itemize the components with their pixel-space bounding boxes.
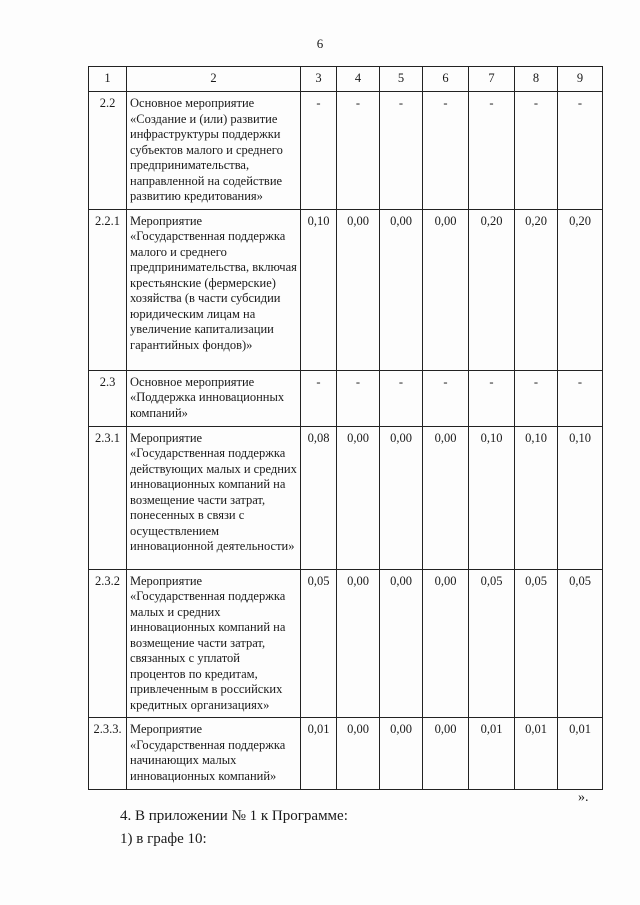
- row-value: 0,08: [301, 426, 337, 569]
- row-value: 0,01: [515, 718, 558, 790]
- row-number: 2.2: [89, 92, 127, 210]
- indicators-table: [88, 66, 603, 790]
- row-value: 0,00: [337, 718, 380, 790]
- row-value: 0,10: [558, 426, 603, 569]
- row-value: 0,00: [380, 426, 423, 569]
- row-value: 0,00: [337, 426, 380, 569]
- column-header: 5: [380, 67, 423, 92]
- column-header: 3: [301, 67, 337, 92]
- row-value: 0,00: [423, 718, 469, 790]
- row-description: Основное мероприятие «Создание и (или) развитие инфраструктуры поддержки субъектов малого и среднего предпринимательства, направленной на содействие развитию кредитования»: [127, 92, 301, 210]
- table-row: [89, 209, 603, 370]
- row-value: 0,01: [301, 718, 337, 790]
- row-value: 0,05: [558, 569, 603, 718]
- row-value: 0,20: [558, 209, 603, 370]
- row-description: Мероприятие «Государственная поддержка малых и средних инновационных компаний на возмещение части затрат, связанных с уплатой процентов по кредитам, привлеченным в российских кредитных организациях»: [127, 569, 301, 718]
- row-description: Основное мероприятие «Поддержка инновационных компаний»: [127, 370, 301, 426]
- table-header-row: [89, 67, 603, 92]
- row-value: 0,20: [515, 209, 558, 370]
- row-value: -: [515, 92, 558, 210]
- table-row: [89, 718, 603, 790]
- row-description: Мероприятие «Государственная поддержка малого и среднего предпринимательства, включая крестьянские (фермерские) хозяйства (в части субсидии юридическим лицам на увеличение капитализации гарантийных фондов)»: [127, 209, 301, 370]
- row-description: Мероприятие «Государственная поддержка начинающих малых инновационных компаний»: [127, 718, 301, 790]
- row-value: -: [558, 92, 603, 210]
- row-value: 0,00: [423, 426, 469, 569]
- row-value: 0,00: [423, 209, 469, 370]
- row-value: 0,00: [380, 718, 423, 790]
- row-value: -: [423, 370, 469, 426]
- row-value: 0,01: [469, 718, 515, 790]
- column-header: 8: [515, 67, 558, 92]
- row-value: 0,01: [558, 718, 603, 790]
- row-value: -: [469, 92, 515, 210]
- paragraph-subitem-1: 1) в графе 10:: [120, 831, 207, 847]
- row-value: -: [337, 370, 380, 426]
- row-number: 2.3.2: [89, 569, 127, 718]
- column-header: 4: [337, 67, 380, 92]
- row-value: 0,10: [301, 209, 337, 370]
- row-value: -: [469, 370, 515, 426]
- column-header: 1: [89, 67, 127, 92]
- row-value: 0,00: [380, 569, 423, 718]
- row-value: -: [337, 92, 380, 210]
- row-value: 0,10: [469, 426, 515, 569]
- row-number: 2.3.3.: [89, 718, 127, 790]
- row-value: -: [423, 92, 469, 210]
- row-value: -: [558, 370, 603, 426]
- column-header: 7: [469, 67, 515, 92]
- row-value: 0,00: [337, 569, 380, 718]
- row-value: 0,05: [515, 569, 558, 718]
- table-row: [89, 426, 603, 569]
- row-description: Мероприятие «Государственная поддержка действующих малых и средних инновационных компаний на возмещение части затрат, понесенных в связи с осуществлением инновационной деятельности»: [127, 426, 301, 569]
- row-number: 2.2.1: [89, 209, 127, 370]
- row-value: -: [380, 370, 423, 426]
- row-value: -: [380, 92, 423, 210]
- row-value: -: [301, 370, 337, 426]
- row-number: 2.3.1: [89, 426, 127, 569]
- row-value: 0,10: [515, 426, 558, 569]
- column-header: 9: [558, 67, 603, 92]
- column-header: 2: [127, 67, 301, 92]
- table-row: [89, 92, 603, 210]
- paragraph-item-4: 4. В приложении № 1 к Программе:: [120, 808, 348, 824]
- page-number: 6: [316, 36, 324, 51]
- table-row: [89, 370, 603, 426]
- table-row: [89, 569, 603, 718]
- closing-quote: ».: [578, 790, 589, 805]
- row-value: -: [301, 92, 337, 210]
- row-number: 2.3: [89, 370, 127, 426]
- row-value: 0,00: [423, 569, 469, 718]
- row-value: 0,05: [469, 569, 515, 718]
- row-value: 0,00: [337, 209, 380, 370]
- row-value: 0,00: [380, 209, 423, 370]
- row-value: 0,05: [301, 569, 337, 718]
- column-header: 6: [423, 67, 469, 92]
- row-value: 0,20: [469, 209, 515, 370]
- row-value: -: [515, 370, 558, 426]
